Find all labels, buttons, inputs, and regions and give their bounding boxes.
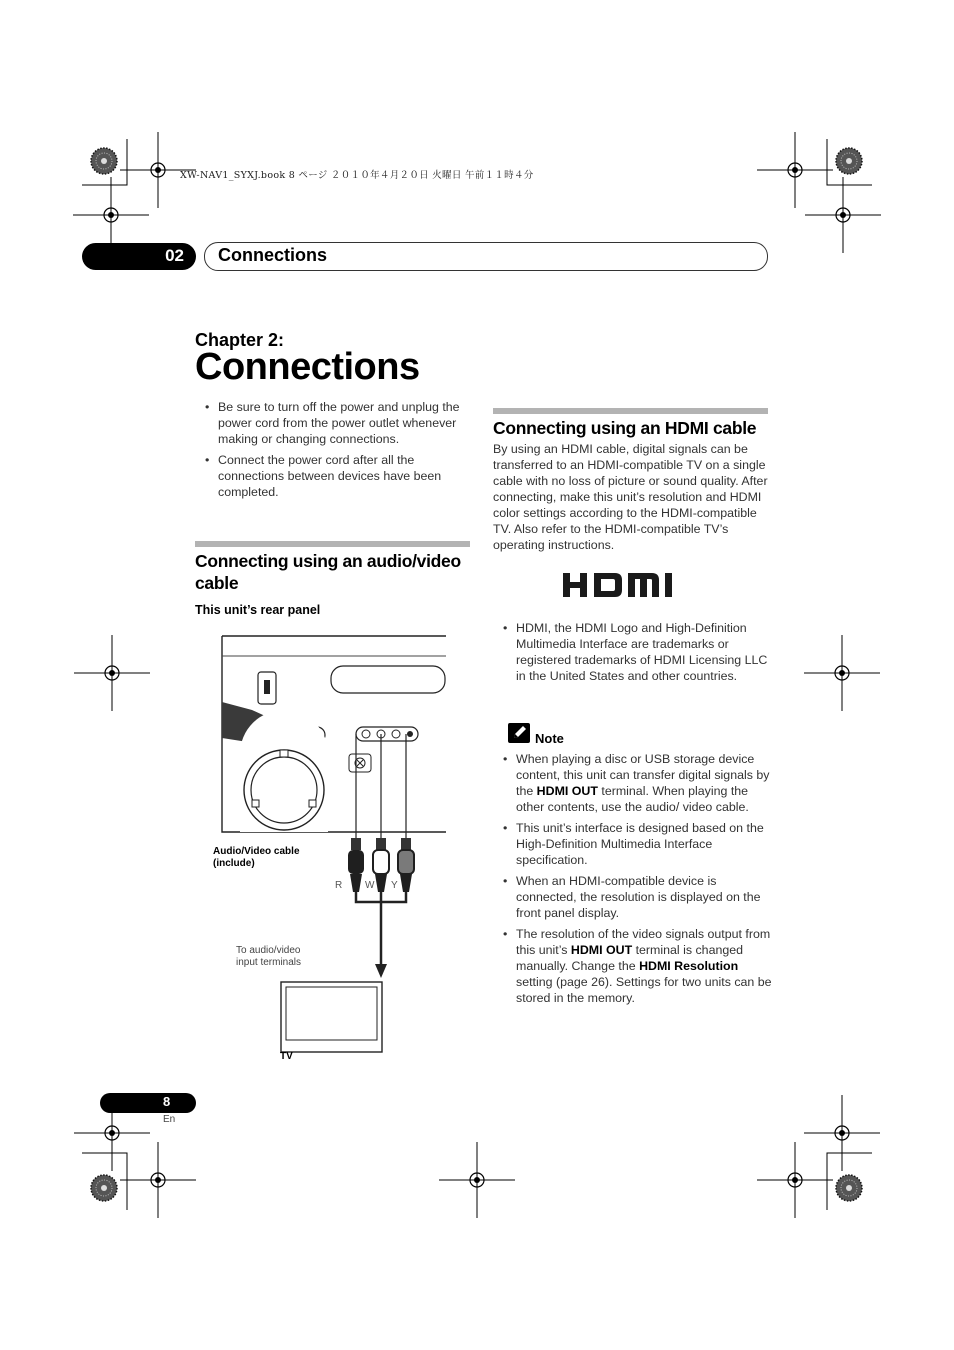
hdmi-logo-text: HDMI: [560, 570, 563, 571]
rca-plug-yellow: [398, 838, 414, 892]
input-terminals-line: input terminals: [236, 957, 302, 968]
chapter-title: Connections: [195, 346, 420, 388]
plug-label-y: Y: [391, 880, 398, 891]
av-cable: [356, 734, 406, 838]
plug-label-r: R: [335, 880, 343, 891]
rear-panel-subheading: This unit’s rear panel: [195, 603, 321, 617]
reg-target-mid-right: [804, 635, 880, 711]
intro-bullet: • Connect the power cord after all the connections between devices have been completed.: [196, 452, 472, 500]
hdmi-section-title: Connecting using an HDMI cable: [493, 418, 757, 438]
intro-bullet: • Be sure to turn off the power and unplug the power cord from the power outlet whenever making or changing connections.: [196, 399, 472, 447]
reg-target-top-left-lower: [73, 177, 149, 253]
note-bold-text: HDMI OUT: [536, 784, 598, 798]
sunburst-mark-top-left: [91, 148, 117, 174]
note-bullet: [494, 751, 772, 815]
cable-label-line: (include): [213, 858, 255, 869]
plug-label-w: W: [365, 880, 375, 891]
note-label: Note: [535, 731, 564, 746]
av-section-title: Connecting using an audio/video cable: [195, 551, 461, 593]
reg-target-top-right-lower: [805, 177, 881, 253]
intro-bullet-list: [196, 399, 472, 505]
trademark-bullet: • HDMI, the HDMI Logo and High-Definition Multimedia Interface are trademarks or registered trademarks of HDMI Licensing LLC in the United States and other countries.: [494, 620, 772, 684]
cable-label-line: Audio/Video cable: [213, 846, 300, 857]
page-number: 8: [163, 1094, 171, 1109]
reg-target-bottom-right: [804, 1095, 880, 1171]
note-pencil-icon: [508, 723, 530, 743]
rear-panel-illustration: [222, 636, 446, 832]
section-rule: [195, 541, 470, 547]
cable-label: [213, 846, 300, 870]
note-bullet-list: [494, 751, 772, 1011]
chapter-number: 02: [165, 246, 184, 265]
note-bullet: • This unit’s interface is designed based on the High-Definition Multimedia Interface specification.: [494, 820, 772, 868]
note-bullet: [494, 926, 772, 1006]
header-bar: [204, 242, 768, 271]
note-text: The resolution of the video signals output from this unit’s: [516, 927, 771, 957]
input-terminals-line: To audio/video: [236, 945, 301, 956]
note-text: terminal. When playing the other contents, use the audio/ video cable.: [516, 784, 749, 814]
input-terminals-label: [236, 945, 301, 969]
reg-target-bottom-left-lower: [120, 1142, 196, 1218]
cable-arrow: [375, 964, 387, 978]
tv-illustration: [281, 982, 382, 1052]
sunburst-mark-bottom-right: [836, 1175, 862, 1201]
note-text: terminal is changed manually. Change the: [516, 943, 744, 973]
reg-target-bottom-center: [439, 1142, 515, 1218]
trademark-list: [494, 620, 772, 689]
reg-target-top-right: [757, 132, 833, 208]
note-bold-text: HDMI Resolution: [639, 959, 739, 973]
chapter-label: Chapter 2:: [195, 330, 285, 350]
hdmi-paragraph: By using an HDMI cable, digital signals can be transferred to an HDMI-compatible TV on a single cable with no loss of picture or sound quality. After connecting, make this unit’s resolution and HDMI color settings according to the HDMI-compatible TV. Also refer to the HDMI-compatible TV’s operating instructions.: [493, 442, 768, 552]
tv-label: TV: [280, 1051, 293, 1062]
note-text: setting (page 26). Settings for two units can be stored in the memory.: [516, 975, 772, 1005]
reg-target-bottom-right-lower: [757, 1142, 833, 1218]
sunburst-mark-bottom-left: [91, 1175, 117, 1201]
hdmi-logo: [560, 570, 700, 600]
sunburst-mark-top-right: [836, 148, 862, 174]
print-info-line: XW-NAV1_SYXJ.book 8 ページ ２０１０年４月２０日 火曜日 午前１１時４分: [180, 170, 534, 181]
rca-plug-white: [373, 838, 389, 892]
rca-plug-red: [348, 838, 364, 892]
note-bullet: • When an HDMI-compatible device is connected, the resolution is displayed on the front panel display.: [494, 873, 772, 921]
page-language: En: [163, 1114, 176, 1125]
page-number-badge: [100, 1093, 196, 1113]
note-bold-text: HDMI OUT: [570, 943, 633, 957]
reg-target-mid-left: [74, 635, 150, 711]
note-text: When playing a disc or USB storage device content, this unit can transfer digital signals by the: [516, 752, 770, 798]
section-rule: [493, 408, 768, 414]
header-title: Connections: [218, 245, 328, 265]
chapter-number-badge: [82, 243, 196, 270]
